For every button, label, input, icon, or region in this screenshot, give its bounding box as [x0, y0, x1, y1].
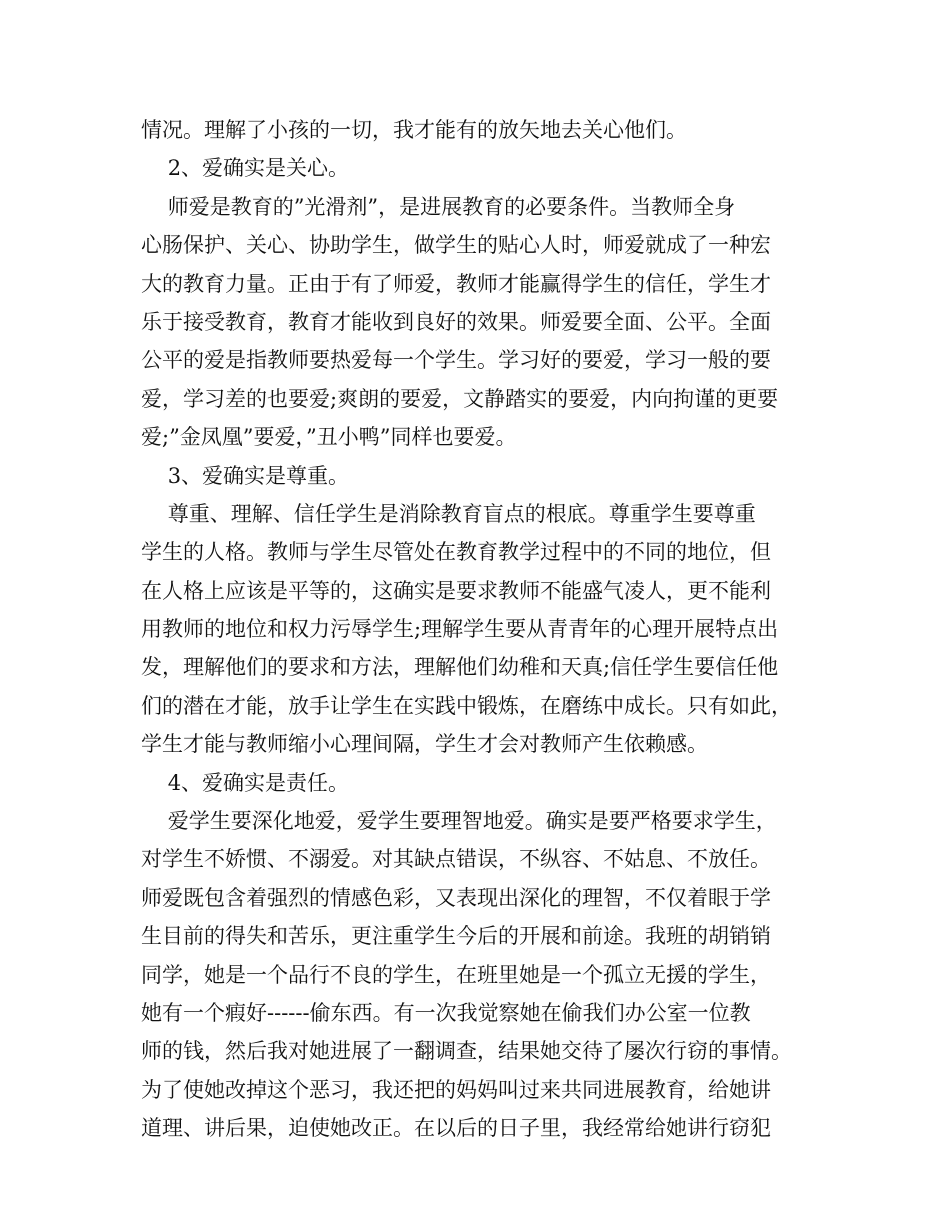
text-line: 尊重、理解、信任学生是消除教育盲点的根底。尊重学生要尊重: [141, 501, 756, 526]
text-line: 同学，她是一个品行不良的学生，在班里她是一个孤立无援的学生，: [141, 962, 771, 987]
text-line: 心肠保护、关心、协助学生，做学生的贴心人时，师爱就成了一种宏: [141, 233, 771, 258]
text-line: 师爱是教育的”光滑剂”，是进展教育的必要条件。当教师全身: [141, 194, 736, 219]
text-line: 道理、讲后果，迫使她改正。在以后的日子里，我经常给她讲行窃犯: [141, 1116, 771, 1141]
text-line: 爱，学习差的也要爱;爽朗的要爱，文静踏实的要爱，内向拘谨的更要: [141, 386, 779, 411]
text-line: 发，理解他们的要求和方法，理解他们幼稚和天真;信任学生要信任他: [141, 655, 779, 680]
text-line: 用教师的地位和权力污辱学生;理解学生要从青青年的心理开展特点出: [141, 617, 779, 642]
text-line: 3、爱确实是尊重。: [141, 463, 350, 488]
text-line: 对学生不娇惯、不溺爱。对其缺点错误，不纵容、不姑息、不放任。: [141, 847, 771, 872]
text-line: 学生的人格。教师与学生尽管处在教育教学过程中的不同的地位，但: [141, 540, 771, 565]
document-body: [141, 111, 806, 1148]
text-line: 4、爱确实是责任。: [141, 770, 350, 795]
text-line: 爱;”金凤凰”要爱，”丑小鸭”同样也要爱。: [141, 425, 517, 450]
text-line: 乐于接受教育，教育才能收到良好的效果。师爱要全面、公平。全面: [141, 309, 771, 334]
text-line: 大的教育力量。正由于有了师爱，教师才能赢得学生的信任，学生才: [141, 271, 771, 296]
text-line: 师的钱，然后我对她进展了一翻调查，结果她交待了屡次行窃的事情。: [141, 1039, 792, 1064]
text-line: 公平的爱是指教师要热爱每一个学生。学习好的要爱，学习一般的要: [141, 348, 771, 373]
text-line: 师爱既包含着强烈的情感色彩，又表现出深化的理智，不仅着眼于学: [141, 885, 771, 910]
text-line: 她有一个瘕好------偷东西。有一次我觉察她在偷我们办公室一位教: [141, 1000, 751, 1025]
text-line: 在人格上应该是平等的，这确实是要求教师不能盛气凌人，更不能利: [141, 578, 771, 603]
text-line: 们的潜在才能，放手让学生在实践中锻炼，在磨练中成长。只有如此，: [141, 693, 792, 718]
text-line: 学生才能与教师缩小心理间隔，学生才会对教师产生依赖感。: [141, 732, 708, 757]
text-line: 生目前的得失和苦乐，更注重学生今后的开展和前途。我班的胡销销: [141, 924, 771, 949]
text-line: 为了使她改掉这个恶习，我还把的妈妈叫过来共同进展教育，给她讲: [141, 1077, 771, 1102]
text-line: 2、爱确实是关心。: [141, 156, 350, 181]
text-line: 爱学生要深化地爱，爱学生要理智地爱。确实是要严格要求学生，: [141, 809, 777, 834]
text-line: 情况。理解了小孩的一切，我才能有的放矢地去关心他们。: [141, 118, 687, 142]
